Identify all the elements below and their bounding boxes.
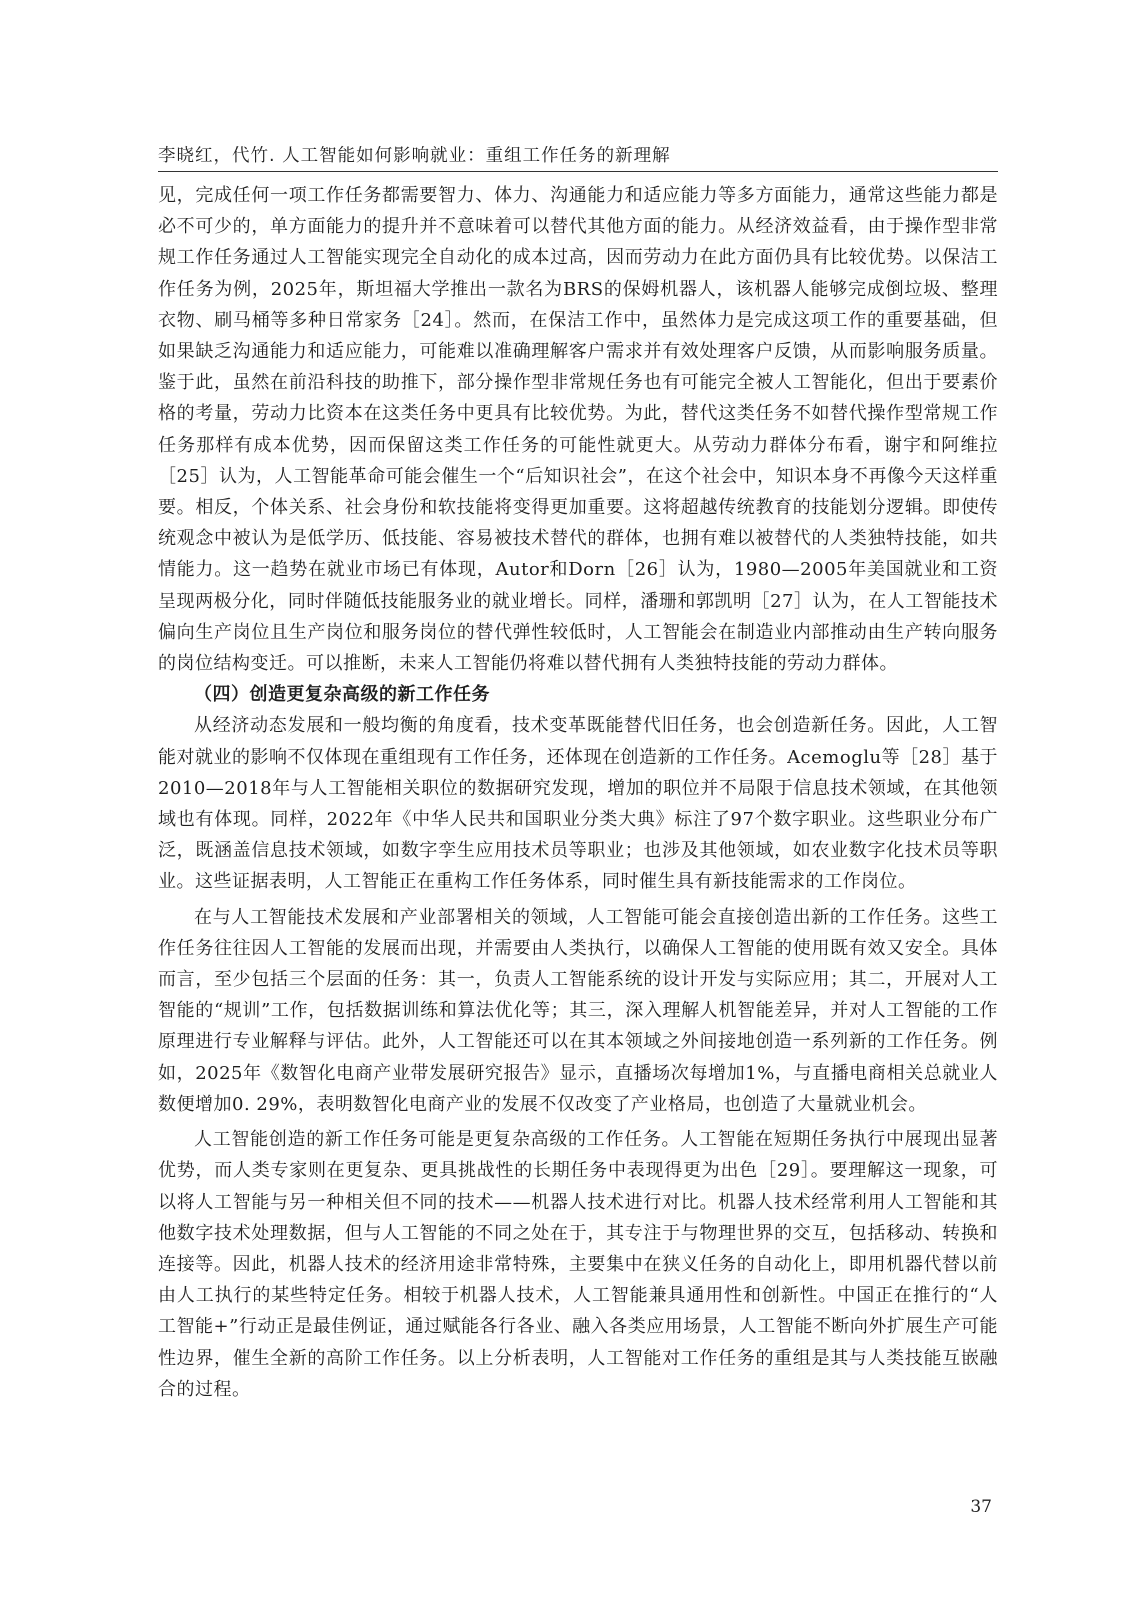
paragraph: 从经济动态发展和一般均衡的角度看，技术变革既能替代旧任务，也会创造新任务。因此，人工智能对就业的影响不仅体现在重组现有工作任务，还体现在创造新的工作任务。Acemoglu等［28］基于2010—2018年与人工智能相关职位的数据研究发现，增加的职位并不局限于信息技术领域，在其他领域也有体现。同样，2022年《中华人民共和国职业分类大典》标注了97个数字职业。这些职业分布广泛，既涵盖信息技术领域，如数字孪生应用技术员等职业；也涉及其他领域，如农业数字化技术员等职业。这些证据表明，人工智能正在重构工作任务体系，同时催生具有新技能需求的工作岗位。 bbox=[158, 715, 998, 893]
paragraph: 人工智能创造的新工作任务可能是更复杂高级的工作任务。人工智能在短期任务执行中展现出显著优势，而人类专家则在更复杂、更具挑战性的长期任务中表现得更为出色［29］。要理解这一现象，可以将人工智能与另一种相关但不同的技术——机器人技术进行对比。机器人技术经常利用人工智能和其他数字技术处理数据，但与人工智能的不同之处在于，其专注于与物理世界的交互，包括移动、转换和连接等。因此，机器人技术的经济用途非常特殊，主要集中在狭义任务的自动化上，即用机器代替以前由人工执行的某些特定任务。相较于机器人技术，人工智能兼具通用性和创新性。中国正在推行的“人工智能+”行动正是最佳例证，通过赋能各行各业、融入各类应用场景，人工智能不断向外扩展生产可能性边界，催生全新的高阶工作任务。以上分析表明，人工智能对工作任务的重组是其与人类技能互嵌融合的过程。 bbox=[158, 1129, 998, 1400]
section-heading: （四）创造更复杂高级的新工作任务 bbox=[194, 684, 490, 706]
paragraph-continuation: 见，完成任何一项工作任务都需要智力、体力、沟通能力和适应能力等多方面能力，通常这些能力都是必不可少的，单方面能力的提升并不意味着可以替代其他方面的能力。从经济效益看，由于操作型非常规工作任务通过人工智能实现完全自动化的成本过高，因而劳动力在此方面仍具有比较优势。以保洁工作任务为例，2025年，斯坦福大学推出一款名为BRS的保姆机器人，该机器人能够完成倒垃圾、整理衣物、刷马桶等多种日常家务［24］。然而，在保洁工作中，虽然体力是完成这项工作的重要基础，但如果缺乏沟通能力和适应能力，可能难以准确理解客户需求并有效处理客户反馈，从而影响服务质量。鉴于此，虽然在前沿科技的助推下，部分操作型非常规任务也有可能完全被人工智能化，但出于要素价格的考量，劳动力比资本在这类任务中更具有比较优势。为此，替代这类任务不如替代操作型常规工作任务那样有成本优势，因而保留这类工作任务的可能性就更大。从劳动力群体分布看，谢宇和阿维拉［25］认为，人工智能革命可能会催生一个“后知识社会”，在这个社会中，知识本身不再像今天这样重要。相反，个体关系、社会身份和软技能将变得更加重要。这将超越传统教育的技能划分逻辑。即使传统观念中被认为是低学历、低技能、容易被技术替代的群体，也拥有难以被替代的人类独特技能，如共情能力。这一趋势在就业市场已有体现，Autor和Dorn［26］认为，1980—2005年美国就业和工资呈现两极分化，同时伴随低技能服务业的就业增长。同样，潘珊和郭凯明［27］认为，在人工智能技术偏向生产岗位且生产岗位和服务岗位的替代弹性较低时，人工智能会在制造业内部推动由生产转向服务的岗位结构变迁。可以推断，未来人工智能仍将难以替代拥有人类独特技能的劳动力群体。 bbox=[158, 185, 998, 675]
running-title: 李晓红，代竹. 人工智能如何影响就业：重组工作任务的新理解 bbox=[158, 146, 671, 166]
paragraph: 在与人工智能技术发展和产业部署相关的领域，人工智能可能会直接创造出新的工作任务。这些工作任务往往因人工智能的发展而出现，并需要由人类执行，以确保人工智能的使用既有效又安全。具体而言，至少包括三个层面的任务：其一，负责人工智能系统的设计开发与实际应用；其二，开展对人工智能的“规训”工作，包括数据训练和算法优化等；其三，深入理解人机智能差异，并对人工智能的工作原理进行专业解释与评估。此外，人工智能还可以在其本领域之外间接地创造一系列新的工作任务。例如，2025年《数智化电商产业带发展研究报告》显示，直播场次每增加1%，与直播电商相关总就业人数便增加0. 29%，表明数智化电商产业的发展不仅改变了产业格局，也创造了大量就业机会。 bbox=[158, 906, 998, 1115]
header-rule bbox=[158, 171, 998, 172]
page-number: 37 bbox=[970, 1497, 992, 1517]
article-body bbox=[158, 180, 998, 1405]
